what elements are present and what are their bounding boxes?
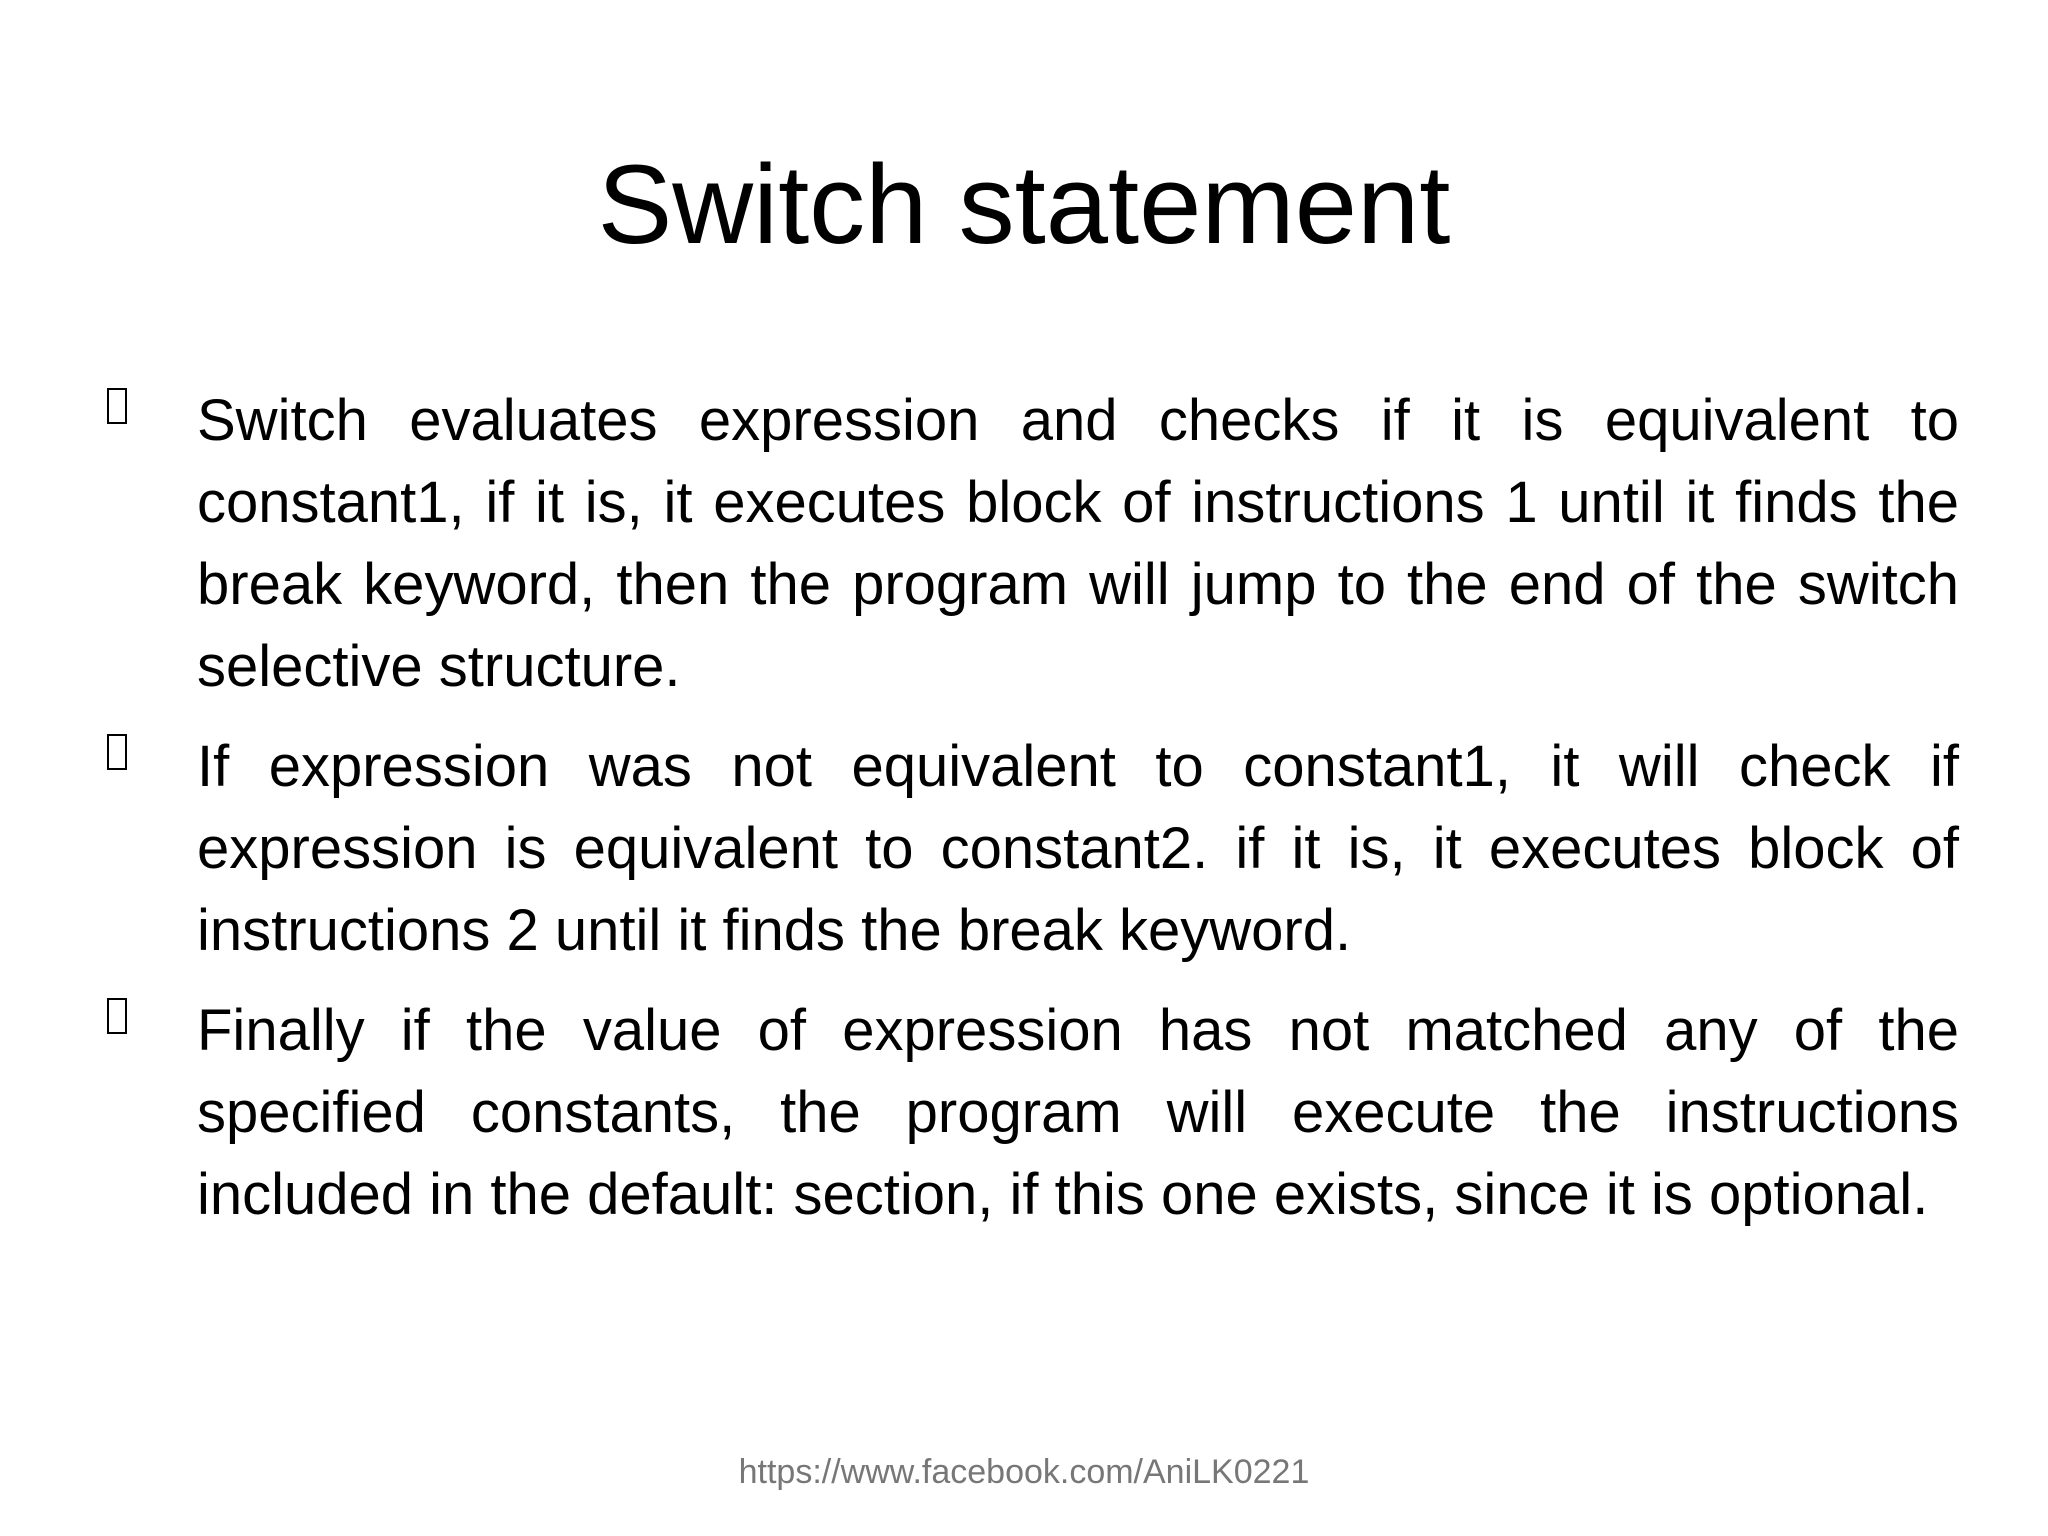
footer-url: https://www.facebook.com/AniLK0221 [738,1453,1310,1491]
bullet-text: Finally if the value of expression has not matched any of the specified constants, the program will execute the instructions included in the default: section, if this one exists, since it is optional. [197,998,1959,1227]
bullet-item [97,380,1959,708]
missing-glyph-box-icon [107,734,127,770]
slide-title: Switch statement [597,142,1451,267]
bullet-list [97,380,1959,1254]
missing-glyph-box-icon [107,388,127,424]
bullet-item [97,990,1959,1236]
bullet-text: If expression was not equivalent to constant1, it will check if expression is equivalent to constant2. if it is, it executes block of instructions 2 until it finds the break keyword. [197,734,1959,963]
bullet-text: Switch evaluates expression and checks if it is equivalent to constant1, if it is, it executes block of instructions 1 until it finds the break keyword, then the program will jump to the end of the switch selective structure. [197,388,1959,699]
bullet-item [97,726,1959,972]
missing-glyph-box-icon [107,998,127,1034]
